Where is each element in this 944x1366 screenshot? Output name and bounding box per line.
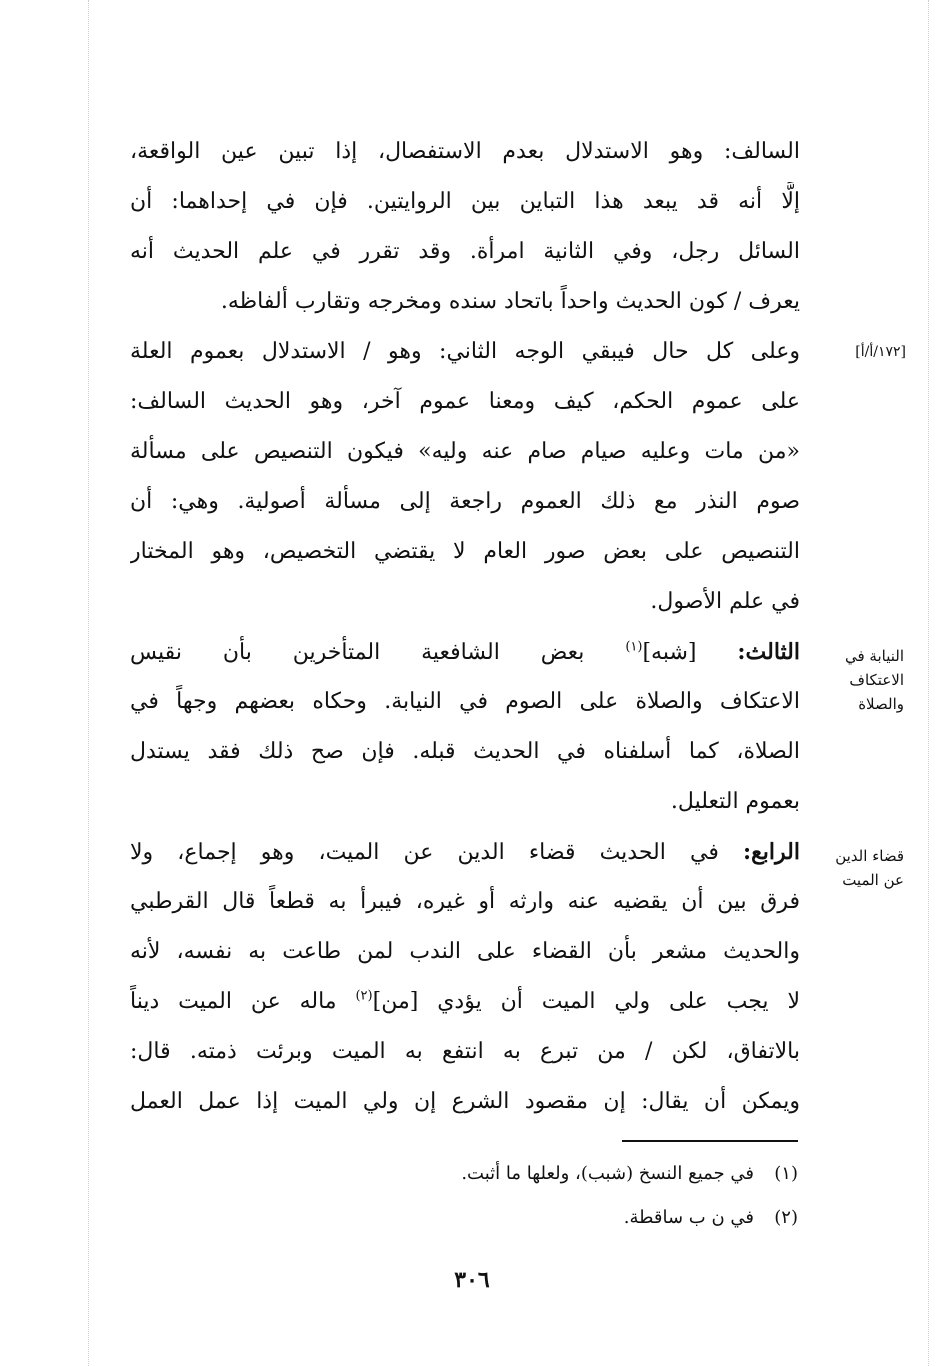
body-line: إلَّا أنه قد يبعد هذا التباين بين الروايتين. فإن في إحداهما: أن bbox=[130, 189, 800, 214]
body-line: الصلاة، كما أسلفناه في الحديث قبله. فإن صح ذلك فقد يستدل bbox=[130, 739, 800, 764]
footnote-number: (٢) bbox=[774, 1207, 798, 1228]
footnote-ref-2: (٢) bbox=[355, 988, 373, 1004]
footnote-separator bbox=[622, 1140, 798, 1142]
footnote-text: في ن ب ساقطة. bbox=[623, 1207, 754, 1228]
body-segment: ماله عن الميت ديناً bbox=[130, 989, 356, 1014]
body-segment: [شبه] bbox=[642, 640, 738, 665]
right-page-edge bbox=[928, 0, 929, 1366]
footnote-text: في جميع النسخ (شبب)، ولعلها ما أثبت. bbox=[461, 1163, 754, 1184]
body-line: التنصيص على بعض صور العام لا يقتضي التخصيص، وهو المختار bbox=[130, 539, 800, 564]
margin-note-debt-payment bbox=[808, 844, 904, 892]
body-segment: بعض الشافعية المتأخرين بأن نقيس bbox=[130, 640, 626, 665]
footnote-2 bbox=[300, 1204, 798, 1232]
page-number: ٣٠٦ bbox=[454, 1267, 490, 1293]
manuscript-folio-marker: [١٧٢/أ/أ] bbox=[855, 344, 906, 360]
body-line-fourth-point bbox=[130, 832, 800, 872]
body-segment: لا يجب على ولي الميت أن يؤدي [من] bbox=[372, 989, 800, 1014]
margin-note-line: والصلاة bbox=[858, 695, 904, 713]
paragraph-lead-third: الثالث: bbox=[737, 639, 800, 665]
body-line: يعرف / كون الحديث واحداً باتحاد سنده ومخرجه وتقارب ألفاظه. bbox=[220, 289, 800, 314]
paragraph-lead-fourth: الرابع: bbox=[742, 839, 800, 865]
margin-note-line: عن الميت bbox=[842, 871, 904, 889]
body-line: وعلى كل حال فيبقي الوجه الثاني: وهو / الاستدلال بعموم العلة bbox=[130, 339, 800, 364]
footnote-ref-1: (١) bbox=[625, 639, 643, 655]
body-line: فرق بين أن يقضيه عنه وارثه أو غيره، فيبرأ به قطعاً قال القرطبي bbox=[130, 889, 800, 914]
footnote-1 bbox=[300, 1160, 798, 1188]
body-line-with-footnote-2 bbox=[130, 982, 800, 1022]
body-line: «من مات وعليه صيام صام عنه وليه» فيكون التنصيص على مسألة bbox=[130, 439, 800, 464]
body-line: الاعتكاف والصلاة على الصوم في النيابة. وحكاه بعضهم وجهاً في bbox=[130, 689, 800, 714]
body-line: والحديث مشعر بأن القضاء على الندب لمن طاعت به نفسه، لأنه bbox=[130, 939, 800, 964]
body-line: صوم النذر مع ذلك العموم راجعة إلى مسألة أصولية. وهي: أن bbox=[130, 489, 800, 514]
body-line: السائل رجل، وفي الثانية امرأة. وقد تقرر في علم الحديث أنه bbox=[130, 239, 800, 264]
margin-note-line: الاعتكاف bbox=[849, 671, 904, 689]
body-line: بالاتفاق، لكن / من تبرع به انتفع به الميت وبرئت ذمته. قال: bbox=[130, 1039, 800, 1064]
body-line: على عموم الحكم، كيف ومعنا عموم آخر، وهو الحديث السالف: bbox=[130, 389, 800, 414]
margin-note-proxy-worship bbox=[808, 644, 904, 716]
left-page-edge bbox=[88, 0, 89, 1366]
margin-note-line: قضاء الدين bbox=[835, 847, 904, 865]
body-segment: في الحديث قضاء الدين عن الميت، وهو إجماع، ولا bbox=[130, 840, 743, 865]
body-line-third-point bbox=[130, 632, 800, 672]
margin-note-line: النيابة في bbox=[844, 647, 904, 665]
footnote-number: (١) bbox=[774, 1163, 798, 1184]
body-line: ويمكن أن يقال: إن مقصود الشرع إن ولي الميت إذا عمل العمل bbox=[130, 1089, 800, 1114]
body-line: بعموم التعليل. bbox=[670, 789, 800, 814]
body-line: السالف: وهو الاستدلال بعدم الاستفصال، إذا تبين عين الواقعة، bbox=[130, 139, 800, 164]
body-line: في علم الأصول. bbox=[650, 589, 800, 614]
